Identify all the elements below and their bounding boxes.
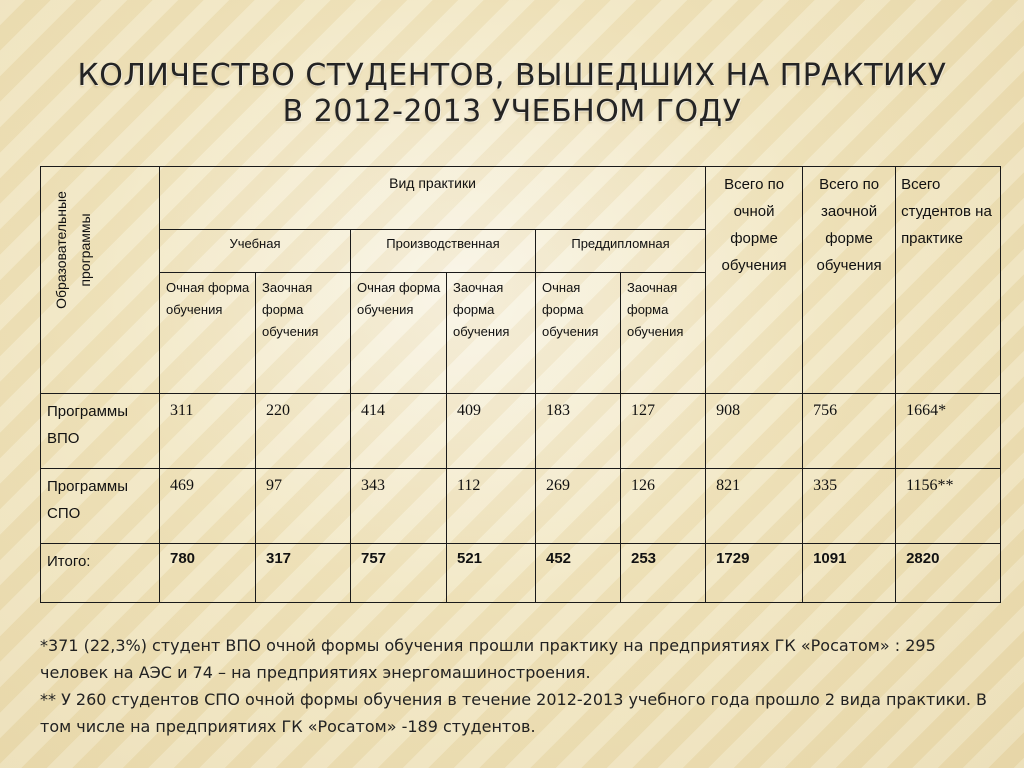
table-cell: 343 — [351, 469, 447, 544]
table-cell: 1156** — [896, 469, 1001, 544]
table-cell: 409 — [447, 394, 536, 469]
footnote-1: *371 (22,3%) студент ВПО очной формы обучения прошли практику на предприятиях ГК «Росатом» : 295 человек на АЭС и 74 – на предприятиях энергомашиностроения. — [40, 636, 936, 682]
table-cell: 335 — [803, 469, 896, 544]
table-cell: 780 — [160, 544, 256, 603]
table-row — [41, 394, 1001, 469]
table-cell: 183 — [536, 394, 621, 469]
footnote-2: ** У 260 студентов СПО очной формы обучения в течение 2012-2013 учебного года прошло 2 вида практики. В том числе на предприятиях ГК «Росатом» -189 студентов. — [40, 690, 987, 736]
table-cell: 469 — [160, 469, 256, 544]
table-cell: 317 — [256, 544, 351, 603]
type-header-educational: Учебная — [160, 230, 351, 273]
row-header-cell — [41, 167, 160, 394]
form-header-fulltime: Очная форма обучения — [160, 273, 256, 394]
form-header-parttime: Заочная форма обучения — [621, 273, 706, 394]
slide-title-line-2: В 2012-2013 УЧЕБНОМ ГОДУ — [282, 94, 742, 129]
table-row-total — [41, 544, 1001, 603]
form-header-parttime: Заочная форма обучения — [447, 273, 536, 394]
table-cell: 126 — [621, 469, 706, 544]
row-label: Программы СПО — [41, 469, 160, 544]
table-cell: 414 — [351, 394, 447, 469]
table-cell: 311 — [160, 394, 256, 469]
slide-title — [0, 58, 1024, 130]
row-header-label: Образовательные программы — [53, 191, 93, 309]
table-cell: 2820 — [896, 544, 1001, 603]
total-parttime-header: Всего по заочной форме обучения — [803, 167, 896, 394]
practice-table — [40, 166, 1001, 603]
table-cell: 452 — [536, 544, 621, 603]
table-cell: 757 — [351, 544, 447, 603]
form-header-fulltime: Очная форма обучения — [536, 273, 621, 394]
table-row — [41, 469, 1001, 544]
table-cell: 821 — [706, 469, 803, 544]
row-label: Программы ВПО — [41, 394, 160, 469]
table-cell: 127 — [621, 394, 706, 469]
footnotes — [40, 632, 1000, 740]
table-cell: 220 — [256, 394, 351, 469]
total-fulltime-header: Всего по очной форме обучения — [706, 167, 803, 394]
row-label: Итого: — [41, 544, 160, 603]
type-header-production: Производственная — [351, 230, 536, 273]
table-cell: 521 — [447, 544, 536, 603]
table-cell: 97 — [256, 469, 351, 544]
table-cell: 112 — [447, 469, 536, 544]
table-cell: 756 — [803, 394, 896, 469]
practice-type-header: Вид практики — [160, 167, 706, 230]
table-cell: 269 — [536, 469, 621, 544]
table-cell: 253 — [621, 544, 706, 603]
table-cell: 1091 — [803, 544, 896, 603]
form-header-fulltime: Очная форма обучения — [351, 273, 447, 394]
table-cell: 908 — [706, 394, 803, 469]
table-cell: 1664* — [896, 394, 1001, 469]
table-cell: 1729 — [706, 544, 803, 603]
type-header-prediploma: Преддипломная — [536, 230, 706, 273]
slide-title-line-1: КОЛИЧЕСТВО СТУДЕНТОВ, ВЫШЕДШИХ НА ПРАКТИКУ — [77, 58, 947, 93]
total-all-header: Всего студентов на практике — [896, 167, 1001, 394]
form-header-parttime: Заочная форма обучения — [256, 273, 351, 394]
